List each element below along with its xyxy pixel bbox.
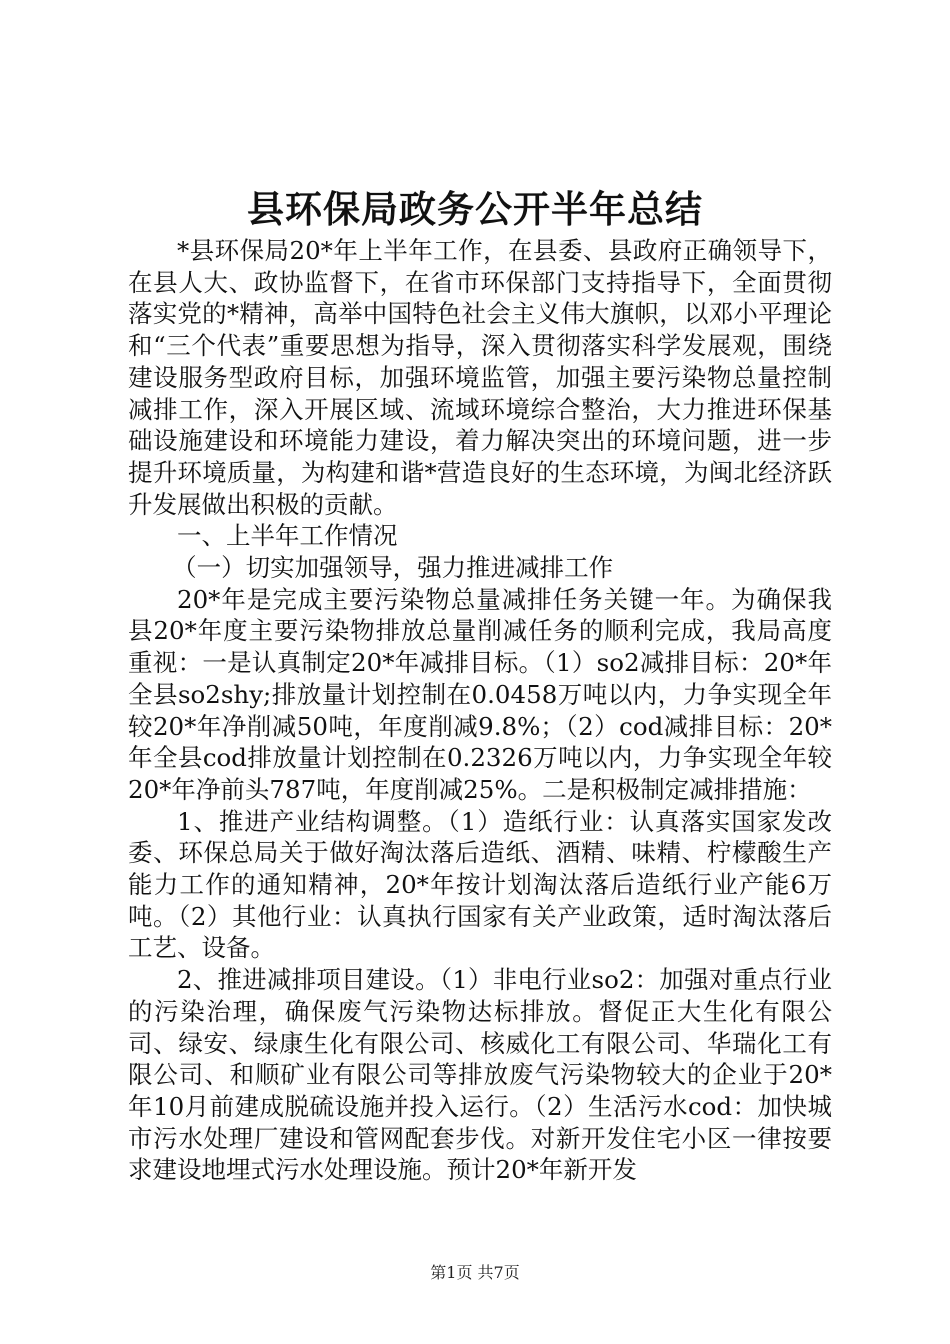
project-construction-paragraph: 2、推进减排项目建设。（1）非电行业so2：加强对重点行业的污染治理，确保废气污染物达标排放。督促正大生化有限公司、绿安、绿康生化有限公司、核威化工有限公司、华瑞化工有限公司、和顺矿业有限公司等排放废气污染物较大的企业于20*年10月前建成脱硫设施并投入运行。（2）生活污水cod：加快城市污水处理厂建设和管网配套步伐。对新开发住宅小区一律按要求建设地埋式污水处理设施。预计20*年新开发 <box>128 965 832 1185</box>
industry-adjustment-paragraph: 1、推进产业结构调整。（1）造纸行业：认真落实国家发改委、环保总局关于做好淘汰落后造纸、酒精、味精、柠檬酸生产能力工作的通知精神，20*年按计划淘汰落后造纸行业产能6万吨。（2）其他行业：认真执行国家有关产业政策，适时淘汰落后工艺、设备。 <box>128 806 832 963</box>
document-body <box>128 235 832 1186</box>
document-title: 县环保局政务公开半年总结 <box>247 187 703 231</box>
emission-targets-paragraph: 20*年是完成主要污染物总量减排任务关键一年。为确保我县20*年度主要污染物排放总量削减任务的顺利完成，我局高度重视：一是认真制定20*年减排目标。（1）so2减排目标：20*年全县so2shy;排放量计划控制在0.0458万吨以内，力争实现全年较20*年净削减50吨，年度削减9.8%；（2）cod减排目标：20*年全县cod排放量计划控制在0.2326万吨以内，力争实现全年较20*年净前头787吨，年度削减25%。二是积极制定减排措施： <box>128 584 832 804</box>
subsection-heading: （一）切实加强领导，强力推进减排工作 <box>172 553 614 583</box>
intro-paragraph: *县环保局20*年上半年工作，在县委、县政府正确领导下，在县人大、政协监督下，在省市环保部门支持指导下，全面贯彻落实党的*精神，高举中国特色社会主义伟大旗帜，以邓小平理论和“三个代表”重要思想为指导，深入贯彻落实科学发展观，围绕建设服务型政府目标，加强环境监管，加强主要污染物总量控制减排工作，深入开展区域、流域环境综合整治，大力推进环保基础设施建设和环境能力建设，着力解决突出的环境问题，进一步提升环境质量，为构建和谐*营造良好的生态环境，为闽北经济跃升发展做出积极的贡献。 <box>128 236 832 519</box>
section-heading: 一、上半年工作情况 <box>177 521 398 551</box>
page-footer: 第1页 共7页 <box>430 1263 520 1282</box>
